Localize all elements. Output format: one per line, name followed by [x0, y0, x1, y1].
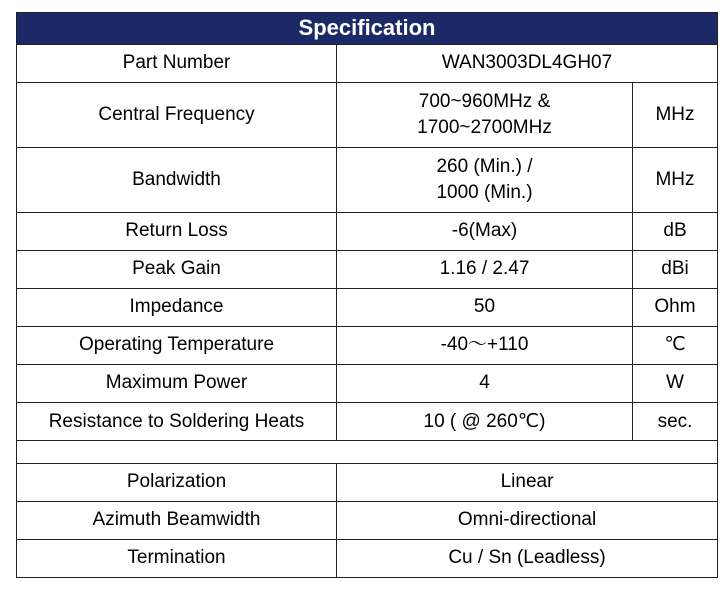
param-value: -40～+110 — [337, 326, 633, 364]
param-value: 4 — [337, 364, 633, 402]
param-value-line: 700~960MHz & — [418, 90, 551, 112]
table-row — [17, 250, 718, 288]
param-label: Bandwidth — [17, 147, 337, 212]
param-unit: dB — [633, 212, 718, 250]
table-row — [17, 403, 718, 441]
table-row — [17, 288, 718, 326]
param-value-line: 1700~2700MHz — [417, 116, 552, 138]
param-label: Azimuth Beamwidth — [17, 501, 337, 539]
table-row — [17, 539, 718, 577]
table-row — [17, 326, 718, 364]
param-value-line: 1000 (Min.) — [436, 181, 533, 203]
param-label: Maximum Power — [17, 364, 337, 402]
table-title: Specification — [17, 13, 718, 45]
param-label: Impedance — [17, 288, 337, 326]
param-value — [337, 147, 633, 212]
param-value: 50 — [337, 288, 633, 326]
param-value: Cu / Sn (Leadless) — [337, 539, 718, 577]
table-row — [17, 501, 718, 539]
param-value-line: 260 (Min.) / — [436, 155, 533, 177]
param-label: Central Frequency — [17, 82, 337, 147]
table-row — [17, 44, 718, 82]
spacer-row — [17, 441, 718, 464]
param-value: WAN3003DL4GH07 — [337, 44, 718, 82]
param-unit: MHz — [633, 147, 718, 212]
param-value: Linear — [337, 463, 718, 501]
param-unit: Ohm — [633, 288, 718, 326]
table-row — [17, 82, 718, 147]
table-row — [17, 147, 718, 212]
param-label: Part Number — [17, 44, 337, 82]
param-unit: ℃ — [633, 326, 718, 364]
param-label: Operating Temperature — [17, 326, 337, 364]
param-label: Peak Gain — [17, 250, 337, 288]
param-label: Polarization — [17, 463, 337, 501]
param-unit: dBi — [633, 250, 718, 288]
param-label: Resistance to Soldering Heats — [17, 403, 337, 441]
table-row — [17, 364, 718, 402]
param-value — [337, 82, 633, 147]
spacer-cell — [17, 441, 718, 464]
specification-table — [16, 12, 718, 578]
table-row — [17, 212, 718, 250]
param-label: Return Loss — [17, 212, 337, 250]
param-unit: MHz — [633, 82, 718, 147]
param-unit: sec. — [633, 403, 718, 441]
param-label: Termination — [17, 539, 337, 577]
param-value: 1.16 / 2.47 — [337, 250, 633, 288]
param-value: 10 ( @ 260℃) — [337, 403, 633, 441]
param-value: -6(Max) — [337, 212, 633, 250]
param-unit: W — [633, 364, 718, 402]
param-value: Omni-directional — [337, 501, 718, 539]
table-row — [17, 463, 718, 501]
